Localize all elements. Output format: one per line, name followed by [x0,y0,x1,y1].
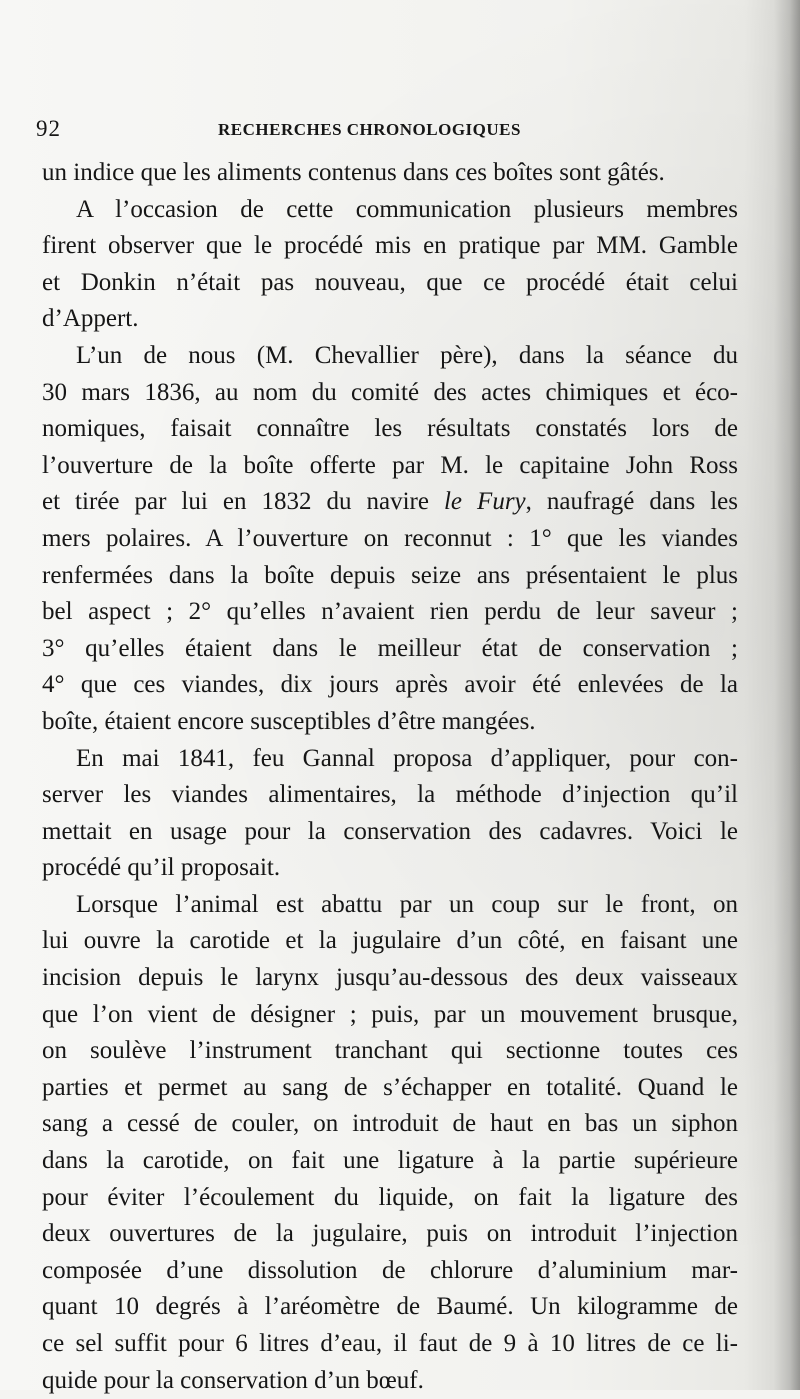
text-line: ce sel suffit pour 6 litres d’eau, il faut de 9 à 10 litres de ce li- [42,1330,738,1357]
text-line-with-italic [42,484,738,521]
text-line: et Donkin n’était pas nouveau, que ce procédé était celui [42,268,738,296]
text-line: renfermées dans la boîte depuis seize ans présentaient le plus [42,561,738,589]
text-line: deux ouvertures de la jugulaire, puis on introduit l’injection [42,1220,738,1248]
ship-name-italic: le Fury [443,488,526,516]
text-line: procédé qu’il proposait. [42,854,281,882]
text-line: 30 mars 1836, au nom du comité des actes chimiques et éco- [42,378,738,406]
running-head: RECHERCHES CHRONOLOGIQUES [218,120,521,139]
text-line: dans la carotide, on fait une ligature à la partie supérieure [42,1147,738,1175]
text-line: composée d’une dissolution de chlorure d’aluminium mar- [42,1256,738,1284]
text-line: bel aspect ; 2° qu’elles n’avaient rien perdu de leur saveur ; [42,598,738,626]
text-line: L’un de nous (M. Chevallier père), dans la séance du [76,341,738,369]
text-line: d’Appert. [42,305,139,333]
text-line: boîte, étaient encore susceptibles d’être mangées. [42,707,536,735]
text-line: quide pour la conservation d’un bœuf. [42,1366,424,1394]
text-line: lui ouvre la carotide et la jugulaire d’un côté, en faisant une [42,927,738,955]
text-line: incision depuis le larynx jusqu’au-dessous des deux vaisseaux [42,964,738,992]
text-line: que l’on vient de désigner ; puis, par un mouvement brusque, [42,1000,738,1028]
page-gutter-shadow [774,0,800,1390]
text-line: on soulève l’instrument tranchant qui sectionne toutes ces [42,1037,738,1065]
page-number: 92 [36,116,61,141]
text-line: server les viandes alimentaires, la méthode d’injection qu’il [42,781,738,809]
text-fragment: , naufragé dans les [525,488,738,516]
text-line: quant 10 degrés à l’aréomètre de Baumé. Un kilogramme de [42,1293,738,1321]
page-header [36,116,736,146]
text-line: sang a cessé de couler, on introduit de haut en bas un siphon [42,1110,738,1138]
text-line: En mai 1841, feu Gannal proposa d’appliquer, pour con- [76,744,738,772]
text-line: pour éviter l’écoulement du liquide, on fait la ligature des [42,1183,738,1211]
text-line: firent observer que le procédé mis en pratique par MM. Gamble [42,232,738,260]
text-line: mers polaires. A l’ouverture on reconnut : 1° que les viandes [42,524,738,552]
text-line: nomiques, faisait connaître les résultats constatés lors de [42,415,738,443]
text-line: 3° qu’elles étaient dans le meilleur état de conservation ; [42,634,738,662]
text-fragment: et tirée par lui en 1832 du navire [42,488,444,516]
text-line: l’ouverture de la boîte offerte par M. le capitaine John Ross [42,451,738,479]
text-line: parties et permet au sang de s’échapper en totalité. Quand le [42,1073,738,1101]
text-line: mettait en usage pour la conservation des cadavres. Voici le [42,817,738,845]
text-line: Lorsque l’animal est abattu par un coup sur le front, on [76,890,738,918]
text-line: A l’occasion de cette communication plusieurs membres [76,195,738,223]
body-text [42,155,738,1399]
text-line: 4° que ces viandes, dix jours après avoir été enlevées de la [42,671,738,699]
text-line: un indice que les aliments contenus dans ces boîtes sont gâtés. [42,159,665,186]
